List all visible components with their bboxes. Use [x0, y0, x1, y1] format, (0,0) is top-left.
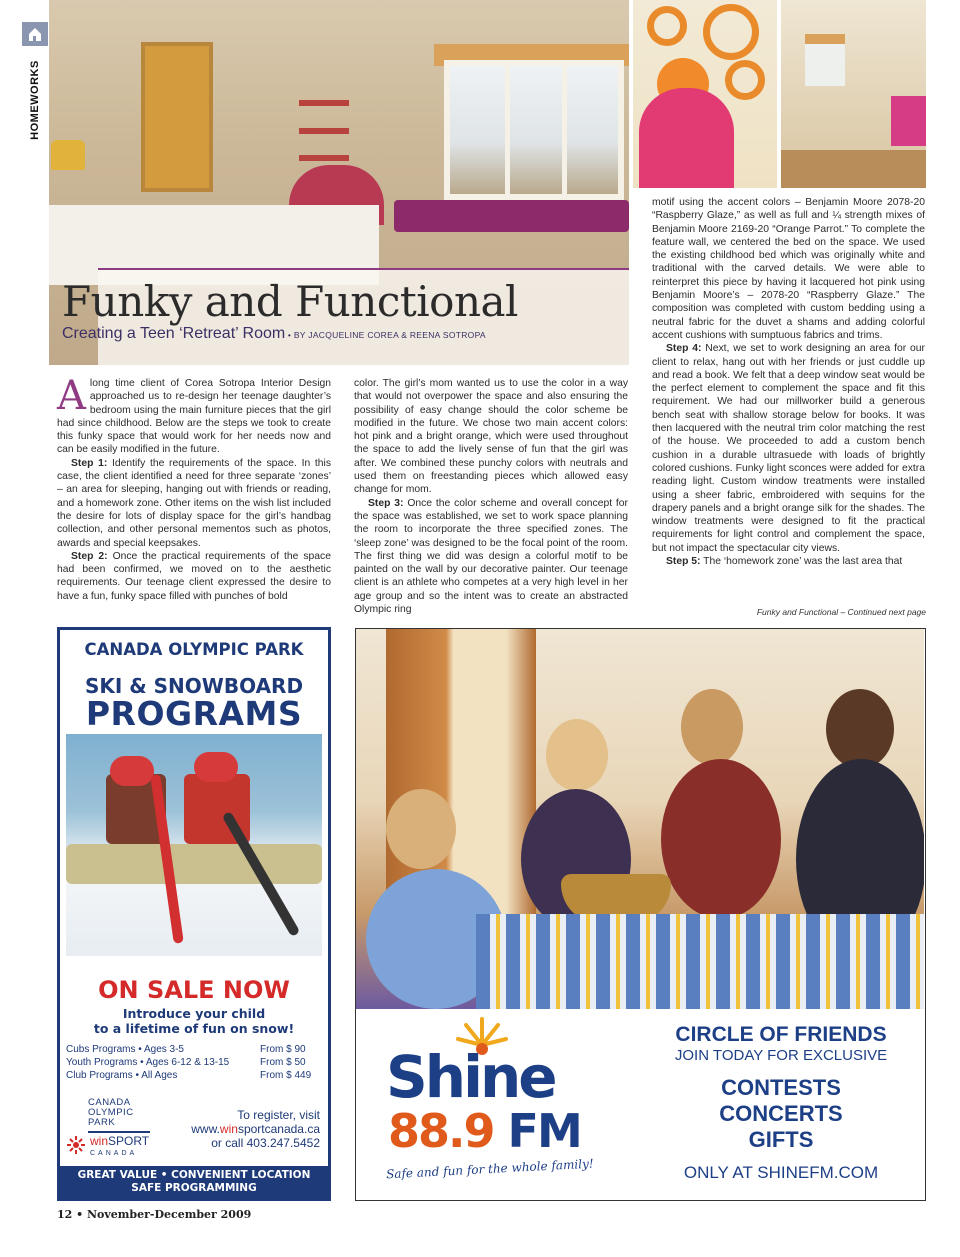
shine-logo: Shine: [386, 1043, 555, 1111]
shine-url[interactable]: ONLY AT SHINEFM.COM: [683, 1163, 879, 1182]
shine-tagline: Safe and fun for the whole family!: [385, 1156, 594, 1182]
article-column-2: color. The girl’s mom wanted us to use the color in a way that would not overpower the space and also ensuring the possibility of easy change should the color scheme be modified in the future. We chose two main accent colors: hot pink and a bright orange, which were used throughout the space to add the lively sense of fun that the girl was after. We combined these punchy colors with neutrals and used them on freestanding pieces which allowed easy change for mom. Step 3: Once the color scheme and overall concept for the space was established, we set to work space planning the room to incorporate the three specified zones. The ‘sleep zone’ was designed to be the focal point of the room. The first thing we did was design a colorful motif to be painted on the wall by our decorative painter. Our teenage client is an athlete who competes at a very high level in her age group and so the intent was to create an abstracted Olympic ring: [354, 378, 628, 616]
ad-intro: Introduce your child to a lifetime of fun on snow!: [93, 1006, 295, 1036]
drop-cap: A: [57, 373, 86, 419]
article-column-3: motif using the accent colors – Benjamin Moore 2078-20 “Raspberry Glaze,” as well as full and ¼ strength mixes of Benjamin Moore 2169-20 “Orange Parrot.” To complete the feature wall, we centered the bed on the space. We used the existing childhood bed which was originally white and traditional with the carved details. We were able to reinterpret this piece by having it lacquered hot pink using Benjamin Moore’s – 2078-20 “Raspberry Glaze.” The composition was completed with custom bedding using a neutral fabric for the duvet a shams and adding colorful accent cushions with sumptuous fabrics and trims. Step 4: Next, we set to work designing an area for our client to relax, hang out with her friends or just cuddle up and read a book. We felt that a deep window seat would be the perfect element to complement the space and fit this requirement. We had our millworker build a generous bench seat with shallow storage below for books. It was then lacquered with the neutral trim color matching the rest of the house. We proceeded to add a custom bench cushion in a durable ultrasuede with loads of brightly colored cushions. Funky light sconces were added for extra reading light. Custom window treatments were installed using a sheer fabric, embroidered with sequins for the drapery panels and a bright orange silk for the shades. The window treatments were designed to fit the practical requirements for light control and complement the space, but not impact the spectacular city views. Step 5: The ‘homework zone’ was the last area that: [652, 197, 925, 568]
article-subtitle: Creating a Teen ‘Retreat’ Room • BY JACQUELINE COREA & REENA SOTROPA: [62, 325, 486, 342]
on-sale-banner: ON SALE NOW: [98, 976, 290, 1004]
article-title: Funky and Functional: [62, 277, 518, 326]
section-label: HOMEWORKS: [29, 60, 41, 140]
perks-list: CONTESTS CONCERTS GIFTS: [719, 1075, 843, 1152]
ad-programs-heading: PROGRAMS: [85, 694, 303, 733]
friends-photo: [356, 629, 924, 1009]
winsport-burst-icon: [66, 1135, 86, 1155]
ad-heading: CANADA OLYMPIC PARK: [84, 640, 304, 659]
shine-fm-ad[interactable]: [355, 628, 926, 1201]
ad-subheading: SKI & SNOWBOARD: [84, 674, 304, 698]
station-frequency: 88.9 FM: [388, 1104, 581, 1158]
room-detail-photo: [781, 0, 926, 188]
register-url[interactable]: www.winsportcanada.ca: [191, 1122, 320, 1136]
article-byline: • BY JACQUELINE COREA & REENA SOTROPA: [285, 330, 486, 340]
pink-bed-photo: [633, 0, 777, 188]
circle-of-friends-heading: CIRCLE OF FRIENDS: [675, 1023, 887, 1046]
winsport-subtitle: CANADA: [90, 1150, 138, 1157]
register-info: To register, visit www.winsportcanada.ca or call 403.247.5452: [191, 1108, 320, 1150]
section-tab: [22, 22, 48, 46]
continued-note: Funky and Functional – Continued next page: [756, 607, 926, 617]
winsport-logo: winSPORT: [90, 1134, 150, 1148]
page-folio: 12 • November-December 2009: [57, 1208, 252, 1221]
ad-footer-bar: GREAT VALUE • CONVENIENT LOCATION SAFE PROGRAMMING: [60, 1166, 328, 1198]
olympic-park-ad[interactable]: CANADA OLYMPIC PARK SKI & SNOWBOARD PROGRAMS ON SALE NOW Introduce your child to a lifetime of fun on snow! Cubs Programs • Ages 3-5 From $ 90 Youth Programs • Ages 6-12 & 13-15 From $ 50 Club Programs • All Ages From $ 449 CANADA OLYMPIC PARK winSPORT CANADA To register, visit www.winsportcanada.ca or call 403.247.5452 GREAT VALUE • CONVENIENT LOCATION SAFE PROGRAMMING: [57, 627, 331, 1201]
join-text: JOIN TODAY FOR EXCLUSIVE: [674, 1047, 888, 1064]
kids-skiing-photo: [66, 734, 322, 956]
canada-olympic-park-logo: CANADA OLYMPIC PARK: [88, 1097, 134, 1128]
house-icon: [27, 26, 43, 42]
article-column-1: Along time client of Corea Sotropa Interior Design approached us to re-design her teenage daughter’s bedroom using the main furniture pieces that the girl had since childhood. Below are the steps we took to create this funky space that would work for her needs now and can be easily modified in the future. Step 1: Identify the requirements of the space. In this case, the client identified a need for three separate ‘zones’ – an area for sleeping, hanging out with friends or reading, and a homework zone. Other items on the wish list included the desire for lots of display space for the girl’s handbag collection, and other personal mementos such as photos, awards and special keepsakes. Step 2: Once the practical requirements of the space had been confirmed, we moved on to the aesthetic requirements. Our teenage client expressed the desire to have a fun, funky space filled with punches of bold: [57, 373, 331, 602]
